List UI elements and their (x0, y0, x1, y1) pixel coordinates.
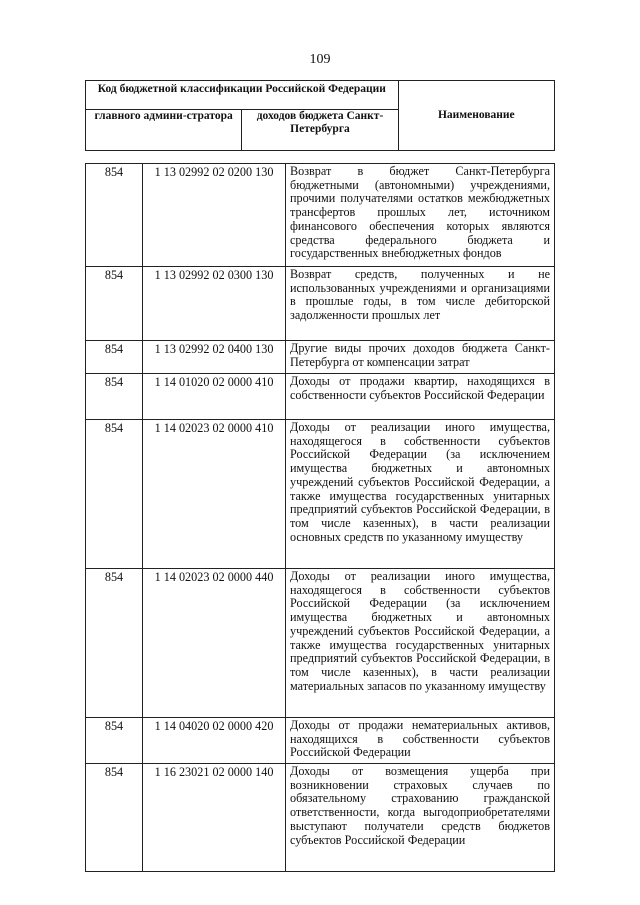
income-code: 1 16 23021 02 0000 140 (143, 764, 286, 872)
admin-code: 854 (86, 764, 143, 872)
admin-code: 854 (86, 420, 143, 569)
income-name: Возврат средств, полученных и не использованных учреждениями и организациями в прошлые годы, в том числе дебиторской задолженности прошлых лет (286, 267, 555, 341)
admin-code: 854 (86, 374, 143, 420)
table-row (86, 718, 555, 764)
income-name: Доходы от реализации иного имущества, находящегося в собственности субъектов Российской Федерации (за исключением имущества бюджетных и автономных учреждений субъектов Российской Федерации, а также имущества государственных унитарных предприятий субъектов Российской Федерации, в том числе казенных), в части реализации основных средств по указанному имуществу (286, 420, 555, 569)
admin-column-header: главного админи-стратора (86, 110, 242, 151)
table-row (86, 764, 555, 872)
income-code: 1 13 02992 02 0300 130 (143, 267, 286, 341)
income-name: Доходы от продажи нематериальных активов, находящихся в собственности субъектов Российской Федерации (286, 718, 555, 764)
admin-code: 854 (86, 164, 143, 267)
admin-code: 854 (86, 569, 143, 718)
income-code: 1 14 02023 02 0000 440 (143, 569, 286, 718)
table-row (86, 341, 555, 374)
table-row (86, 420, 555, 569)
admin-code: 854 (86, 341, 143, 374)
income-code: 1 13 02992 02 0400 130 (143, 341, 286, 374)
income-name: Другие виды прочих доходов бюджета Санкт-Петербурга от компенсации затрат (286, 341, 555, 374)
table-row (86, 164, 555, 267)
income-code: 1 14 01020 02 0000 410 (143, 374, 286, 420)
admin-code: 854 (86, 718, 143, 764)
income-name: Возврат в бюджет Санкт-Петербурга бюджетными (автономными) учреждениями, прочими получателями остатков межбюджетных трансфертов прошлых лет, источником финансового обеспечения которых являются средства федерального бюджета и государственных внебюджетных фондов (286, 164, 555, 267)
table-row (86, 374, 555, 420)
classification-table (85, 163, 555, 872)
income-name: Доходы от реализации иного имущества, находящегося в собственности субъектов Российской Федерации (за исключением имущества бюджетных и автономных учреждений субъектов Российской Федерации, а также имущества государственных унитарных предприятий субъектов Российской Федерации, в том числе казенных), в части реализации материальных запасов по указанному имуществу (286, 569, 555, 718)
table-header (85, 80, 555, 151)
admin-code: 854 (86, 267, 143, 341)
income-name: Доходы от возмещения ущерба при возникновении страховых случаев по обязательному страхованию гражданской ответственности, когда выгодоприобретателями выступают получатели средств бюджетов субъектов Российской Федерации (286, 764, 555, 872)
table-row (86, 569, 555, 718)
page-number: 109 (309, 52, 331, 67)
income-name: Доходы от продажи квартир, находящихся в собственности субъектов Российской Федерации (286, 374, 555, 420)
income-code: 1 14 02023 02 0000 410 (143, 420, 286, 569)
table-row (86, 267, 555, 341)
name-column-header: Наименование (398, 81, 554, 151)
income-code: 1 13 02992 02 0200 130 (143, 164, 286, 267)
classification-code-header: Код бюджетной классификации Российской Федерации (86, 81, 399, 110)
income-code: 1 14 04020 02 0000 420 (143, 718, 286, 764)
income-column-header: доходов бюджета Санкт-Петербурга (242, 110, 398, 151)
